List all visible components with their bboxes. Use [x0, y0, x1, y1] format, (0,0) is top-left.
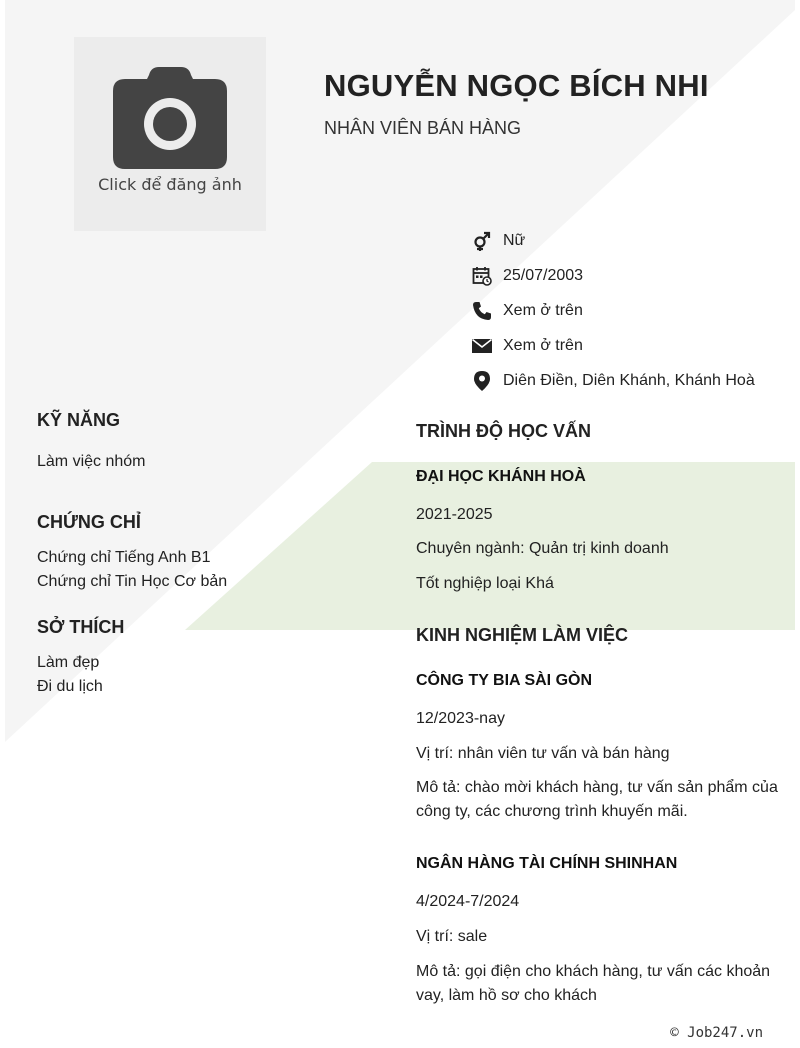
footer-copyright: © Job247.vn [670, 1025, 763, 1041]
mail-icon [470, 335, 494, 357]
education-school: ĐẠI HỌC KHÁNH HOÀ [416, 468, 586, 485]
certificates-heading: CHỨNG CHỈ [37, 512, 141, 532]
job-description: Mô tả: gọi điện cho khách hàng, tư vấn các khoản vay, làm hồ sơ cho khách [416, 963, 771, 1004]
photo-upload-label: Click để đăng ảnh [98, 175, 242, 194]
skill-item: Làm việc nhóm [37, 453, 146, 470]
contact-address-value: Diên Điền, Diên Khánh, Khánh Hoà [503, 372, 755, 389]
contact-phone [470, 300, 760, 323]
job-period: 12/2023-nay [416, 710, 505, 727]
contact-gender-value: Nữ [503, 232, 526, 249]
job-position: Vị trí: sale [416, 928, 488, 945]
education-heading: TRÌNH ĐỘ HỌC VẤN [416, 421, 591, 441]
contact-birthday-value: 25/07/2003 [503, 267, 584, 284]
contact-birthday [470, 265, 760, 288]
education-period: 2021-2025 [416, 506, 493, 523]
hobby-item: Đi du lịch [37, 678, 103, 695]
contact-address [470, 370, 760, 393]
certificates-list [37, 546, 337, 594]
job-position: Vị trí: nhân viên tư vấn và bán hàng [416, 745, 670, 762]
location-icon [470, 370, 494, 392]
contact-info [470, 230, 760, 405]
hobbies-heading: SỞ THÍCH [37, 617, 125, 637]
hobby-item: Làm đẹp [37, 654, 100, 671]
photo-upload-box[interactable] [74, 37, 266, 231]
contact-phone-value: Xem ở trên [503, 302, 583, 319]
gender-icon [470, 230, 494, 252]
phone-icon [470, 300, 494, 322]
contact-email [470, 335, 760, 358]
job-period: 4/2024-7/2024 [416, 893, 520, 910]
job-description: Mô tả: chào mời khách hàng, tư vấn sản phẩm của công ty, các chương trình khuyến mãi. [416, 779, 778, 820]
hobbies-list [37, 651, 337, 699]
job-company: NGÂN HÀNG TÀI CHÍNH SHINHAN [416, 855, 678, 872]
job-company: CÔNG TY BIA SÀI GÒN [416, 672, 593, 689]
certificate-item: Chứng chỉ Tiếng Anh B1 [37, 549, 211, 566]
experience-heading: KINH NGHIỆM LÀM VIỆC [416, 625, 629, 645]
contact-gender [470, 230, 760, 253]
calendar-icon [470, 265, 494, 287]
job-title: NHÂN VIÊN BÁN HÀNG [324, 118, 522, 138]
camera-icon [111, 65, 229, 169]
candidate-name: NGUYỄN NGỌC BÍCH NHI [324, 68, 709, 103]
education-major: Chuyên ngành: Quản trị kinh doanh [416, 540, 669, 557]
education-grade: Tốt nghiệp loại Khá [416, 575, 554, 592]
certificate-item: Chứng chỉ Tin Học Cơ bản [37, 573, 228, 590]
skills-heading: KỸ NĂNG [37, 410, 121, 430]
contact-email-value: Xem ở trên [503, 337, 583, 354]
